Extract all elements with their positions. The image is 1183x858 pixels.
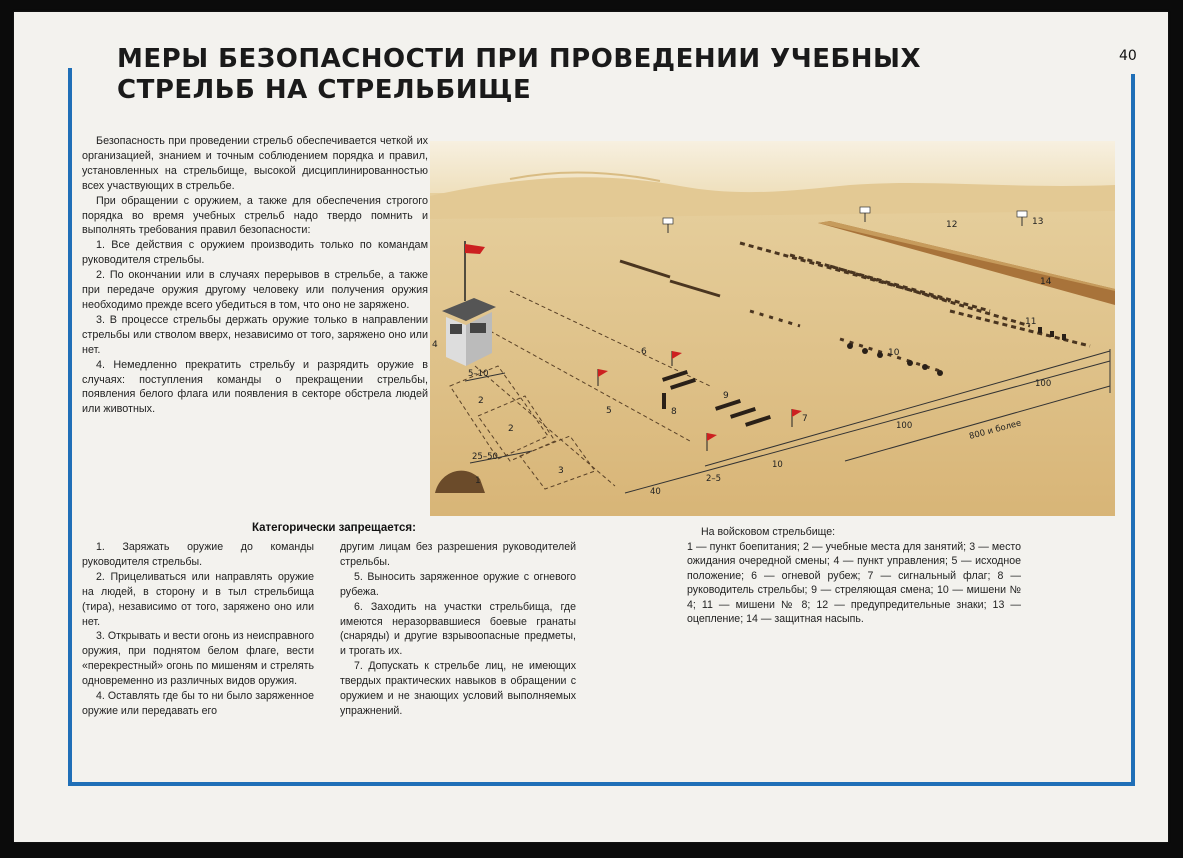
legend-text: 1 — пункт боепитания; 2 — учебные места для занятий; 3 — место ожидания очередной смены; 4 — пункт управления; 5 — исходное положение; 6 — огневой рубеж; 7 — сигнальный флаг; 8 — руководитель стрельбы; 9 — стреляющая смена; 10 — мишени № 4; 11 — мишени № 8; 12 — предупредительные знаки; 13 — оцепление; 14 — защитная насыпь. <box>687 540 1021 625</box>
label-11: 11 <box>1025 317 1037 327</box>
intro-rule: 4. Немедленно прекратить стрельбу и разрядить оружие в случаях: поступления команды о прекращении стрельбы, появления белого флага или появления в секторе обстрела людей или животных. <box>82 358 428 416</box>
distance-10: 10 <box>772 460 783 470</box>
intro-rule: 1. Все действия с оружием производить только по командам руководителя стрельбы. <box>82 239 428 267</box>
label-13: 13 <box>1032 217 1044 227</box>
range-diagram <box>430 141 1115 516</box>
forbidden-item: 7. Допускать к стрельбе лиц, не имеющих твердых практических навыков в обращении с оружием и не знающих условий выполняемых упражнений. <box>340 660 576 717</box>
forbidden-item-continued: другим лицам без разрешения руководителей стрельбы. <box>340 541 576 568</box>
forbidden-item: 2. Прицеливаться или направлять оружие на людей, в сторону и в тыл стрельбища (тира), независимо от того, заряжено оно или нет. <box>82 570 314 628</box>
forbidden-item: 5. Выносить заряженное оружие с огневого рубежа. <box>340 570 576 598</box>
label-12: 12 <box>946 220 958 230</box>
forbidden-item: 6. Заходить на участки стрельбища, где имеются неразорвавшиеся боевые гранаты (снаряды) и другие взрывоопасные предметы, и трогать их. <box>340 600 576 658</box>
diagram-legend <box>687 525 1021 627</box>
intro-paragraph: Безопасность при проведении стрельб обеспечивается четкой их организацией, знанием и точным соблюдением порядка и правил, установленных на стрельбище, высокой дисциплинированностью всех участвующих в стрельбе. <box>82 135 428 192</box>
intro-paragraph: При обращении с оружием, а также для обеспечения строгого порядка во время учебных стрельб надо твердо помнить и выполнять требования правил безопасности: <box>82 194 428 237</box>
label-6: 6 <box>641 347 647 357</box>
frame-line-left <box>68 68 72 785</box>
frame-line-right <box>1131 74 1135 786</box>
label-2: 2 <box>478 396 484 406</box>
label-2: 2 <box>508 424 514 434</box>
distance-25-50: 25–50 <box>472 452 498 462</box>
poster-title: МЕРЫ БЕЗОПАСНОСТИ ПРИ ПРОВЕДЕНИИ УЧЕБНЫХ СТРЕЛЬБ НА СТРЕЛЬБИЩЕ <box>117 44 922 105</box>
label-4: 4 <box>432 340 438 350</box>
distance-100: 100 <box>896 421 913 431</box>
intro-text <box>82 134 428 417</box>
forbidden-item: 4. Оставлять где бы то ни было заряженное оружие или передавать его <box>82 690 314 717</box>
shooting-range-illustration <box>430 141 1115 516</box>
intro-rule: 2. По окончании или в случаях перерывов в стрельбе, а также при передаче оружия другому человеку или получения оружия необходимо прежде всего убедиться в том, что оно не заряжено. <box>82 269 428 311</box>
forbidden-item: 1. Заряжать оружие до команды руководителя стрельбы. <box>82 541 314 568</box>
page-number: 40 <box>1119 48 1137 64</box>
distance-5-10: 5–10 <box>468 369 489 379</box>
distance-2-5: 2–5 <box>706 474 722 484</box>
forbidden-column-2 <box>340 540 576 719</box>
label-7: 7 <box>802 414 808 424</box>
distance-40: 40 <box>650 487 661 497</box>
forbidden-heading: Категорически запрещается: <box>252 522 416 534</box>
label-14: 14 <box>1040 277 1052 287</box>
label-1: 1 <box>475 476 481 486</box>
distance-800: 800 и более <box>968 418 1023 442</box>
distance-100: 100 <box>1035 379 1052 389</box>
label-8: 8 <box>671 407 677 417</box>
legend-heading: На войсковом стрельбище: <box>701 526 836 538</box>
label-9: 9 <box>723 391 729 401</box>
forbidden-item: 3. Открывать и вести огонь из неисправного оружия, при поднятом белом флаге, вести «перекрестный» огонь по мишеням и стрелять одновременно из различных видов оружия. <box>82 630 314 688</box>
intro-rule: 3. В процессе стрельбы держать оружие только в направлении стрельбы или стволом вверх, независимо от того, заряжено оно или нет. <box>82 313 428 356</box>
label-5: 5 <box>606 406 612 416</box>
label-10: 10 <box>888 348 900 358</box>
label-3: 3 <box>558 466 564 476</box>
forbidden-column-1 <box>82 540 314 719</box>
frame-line-bottom <box>68 782 1135 786</box>
